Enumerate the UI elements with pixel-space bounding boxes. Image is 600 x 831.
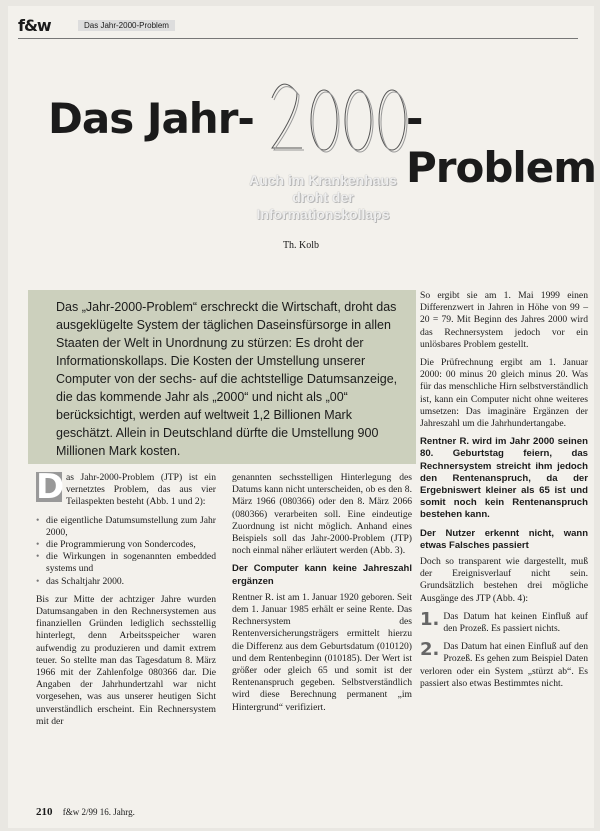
body-paragraph: Doch so transparent wie dargestellt, muß der Ereignisverlauf nicht sein. Grundsätzlich bestehen drei mögliche Ausgänge des JTP (Abb. 4): xyxy=(420,556,588,604)
page-number: 210 xyxy=(36,806,53,818)
title-part1: Das Jahr- xyxy=(48,94,254,143)
list-item: • die Wirkungen in sogenannten embedded systems und xyxy=(36,551,216,575)
intro-text: as Jahr-2000-Problem (JTP) ist ein vernetztes Problem, das aus vier Teilaspekten besteht (Abb. 1 und 2): xyxy=(66,472,216,508)
body-paragraph: Die Prüfrechnung ergibt am 1. Januar 2000: 00 minus 20 gleich minus 20. Was für das menschliche Hirn selbstverständlich ist, kann ein Computer nicht ohne weiteres umsetzen: Das imaginäre Ergänzen der Jahreszahl um die Jahrhundertangabe. xyxy=(420,357,588,430)
outcome-text: Das Datum hat keinen Einfluß auf den Prozeß. Es passiert nichts. xyxy=(443,610,588,635)
outcome-text: Das Datum hat einen Einfluß auf den Prozeß. Es gehen zum Beispiel Daten verloren oder ein System „stürzt ab“. Es passiert also etwas Bestimmtes nicht. xyxy=(420,641,588,689)
subheading: Der Computer kann keine Jahreszahl ergänzen xyxy=(232,563,412,587)
page-footer xyxy=(36,806,576,818)
list-item: • die Programmierung von Sondercodes, xyxy=(36,539,216,551)
lead-paragraph: Das „Jahr-2000-Problem“ erschreckt die Wirtschaft, droht das ausgeklügelte System der täglichen Daseinsfürsorge in allen Staaten der Welt in Unordnung zu stürzen: Es droht der Informationskollaps. Die Kosten der Umstellung unserer Computer von der sechs- auf die achtstellige Datumsanzeige, die das kommende Jahr als „2000“ und nicht als „00“ berücksichtigt, werden auf weltweit 1,2 Billionen Mark geschätzt. Allein in Deutschland dürfte die Umstellung 900 Millionen Mark kosten. xyxy=(28,290,416,464)
column-3 xyxy=(420,290,588,696)
title-number: 2000 xyxy=(336,167,338,169)
body-paragraph: So ergibt sie am 1. Mai 1999 einen Differenzwert in Jahren in Höhe von 99 – 20 = 79. Mit Beginn des Jahres 2000 wird das Rechnersystem jedoch vor ein unlösbares Problem gestellt. xyxy=(420,290,588,350)
footer-text: f&w 2/99 16. Jahrg. xyxy=(62,807,135,817)
highlight-paragraph: Rentner R. wird im Jahr 2000 seinen 80. Geburtstag feiern, das Rechnersystem streicht ihm jedoch den Rentenanspruch, da der Ergebniswert kleiner als 65 ist und somit noch kein Rentenanspruch bestehen kann. xyxy=(420,436,588,521)
title-2000-graphic xyxy=(262,68,412,178)
author-byline: Th. Kolb xyxy=(282,240,320,251)
magazine-logo: f&w xyxy=(18,16,51,35)
body-paragraph: Rentner R. ist am 1. Januar 1920 geboren. Seit dem 1. Januar 1985 erhält er seine Rente. Das Rechnersystem des Rentenversicherungsträgers ermittelt hierzu die Differenz aus dem Geburtsdatum (010120) und dem Rentenbeginn (010185). Der Wert ist größer oder gleich 65 und somit ist der Rentenanspruch gegeben. Selbstverständlich wird diese Berechnung permanent „im Hintergrund“ verifiziert. xyxy=(232,591,412,713)
body-paragraph: genannten sechsstelligen Hinterlegung des Datums kann nicht unterscheiden, ob es den 8. März 1966 (080366) oder den 8. März 2066 (080366) verarbeiten soll. Eine eindeutige Zuordnung ist nicht möglich. Anhand eines Beispiels soll das Jahr-2000-Problem (JTP) noch einmal näher erläutert werden (Abb. 3). xyxy=(232,472,412,557)
subtitle-line: Informationskollaps xyxy=(256,206,390,222)
magazine-page xyxy=(8,6,597,828)
drop-cap: D xyxy=(36,467,65,507)
column-2 xyxy=(232,472,412,720)
subheading: Der Nutzer erkennt nicht, wann etwas Falsches passiert xyxy=(420,527,588,551)
column-1 xyxy=(36,467,216,734)
title-part2: -Problem xyxy=(406,94,597,192)
article-subtitle xyxy=(208,172,438,223)
subtitle-line: droht der xyxy=(292,189,354,205)
outcome-number: 2. xyxy=(420,639,440,661)
list-item: • das Schaltjahr 2000. xyxy=(36,576,216,588)
body-paragraph: Bis zur Mitte der achtziger Jahre wurden Datumsangaben in den Rechnersystemen aus finanziellen Gründen lediglich sechsstellig hinterlegt, denn Arbeitsspeicher waren aufwendig zu produzieren und damit extrem teuer. So stellte man das Tagesdatum 8. März 1966 mit der Zahlenfolge 080366 dar. Die Angaben der Jahrhundertzahl war nicht vorgesehen, was aus unserer heutigen Sicht unverständlich erscheint. Ein Rechnersystem mit der xyxy=(36,593,216,727)
aspect-list xyxy=(36,515,216,588)
list-item: • die eigentliche Datumsumstellung zum Jahr 2000, xyxy=(36,515,216,539)
page-header xyxy=(18,16,578,39)
outcome-number: 1. xyxy=(420,608,440,630)
subtitle-line: Auch im Krankenhaus xyxy=(249,172,397,188)
section-label: Das Jahr-2000-Problem xyxy=(78,20,175,31)
